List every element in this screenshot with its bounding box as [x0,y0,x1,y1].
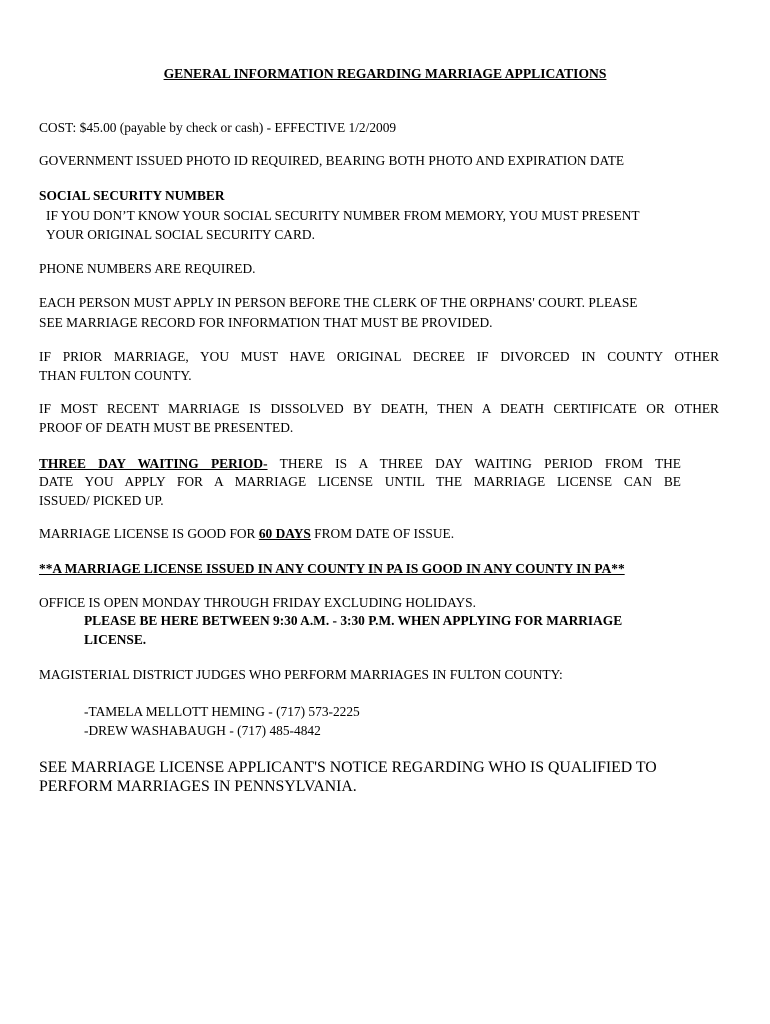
office-instruction-2: LICENSE. [84,632,147,647]
cost-line: COST: $45.00 (payable by check or cash) - EFFECTIVE 1/2/2009 [39,120,397,135]
waiting-line-3: ISSUED/ PICKED UP. [39,493,164,508]
waiting-text-1: THERE IS A THREE DAY WAITING PERIOD FROM THE [267,456,681,471]
office-instruction-1: PLEASE BE HERE BETWEEN 9:30 A.M. - 3:30 P.M. WHEN APPLYING FOR MARRIAGE [84,613,623,628]
document-title: GENERAL INFORMATION REGARDING MARRIAGE APPLICATIONS [163,66,607,81]
waiting-line-1 [39,454,681,473]
ssn-heading: SOCIAL SECURITY NUMBER [39,188,225,203]
apply-line-1: EACH PERSON MUST APPLY IN PERSON BEFORE THE CLERK OF THE ORPHANS' COURT. PLEASE [39,295,638,310]
phone-line: PHONE NUMBERS ARE REQUIRED. [39,261,256,276]
waiting-label: THREE DAY WAITING PERIOD- [39,456,268,471]
death-line-1: IF MOST RECENT MARRIAGE IS DISSOLVED BY DEATH, THEN A DEATH CERTIFICATE OR OTHER [39,401,719,416]
validity-after: FROM DATE OF ISSUE. [310,526,455,541]
validity-days: 60 DAYS [258,526,311,541]
death-line-2: PROOF OF DEATH MUST BE PRESENTED. [39,420,294,435]
judges-heading: MAGISTERIAL DISTRICT JUDGES WHO PERFORM MARRIAGES IN FULTON COUNTY: [39,667,563,682]
validity-before: MARRIAGE LICENSE IS GOOD FOR [39,526,259,541]
notice-line-2: PERFORM MARRIAGES IN PENNSYLVANIA. [39,778,357,795]
prior-line-1: IF PRIOR MARRIAGE, YOU MUST HAVE ORIGINAL DECREE IF DIVORCED IN COUNTY OTHER [39,349,719,364]
photo-id-line: GOVERNMENT ISSUED PHOTO ID REQUIRED, BEARING BOTH PHOTO AND EXPIRATION DATE [39,153,625,168]
prior-line-2: THAN FULTON COUNTY. [39,368,192,383]
apply-line-2: SEE MARRIAGE RECORD FOR INFORMATION THAT MUST BE PROVIDED. [39,315,493,330]
office-hours-line: OFFICE IS OPEN MONDAY THROUGH FRIDAY EXCLUDING HOLIDAYS. [39,595,476,610]
any-county-notice: **A MARRIAGE LICENSE ISSUED IN ANY COUNTY IN PA IS GOOD IN ANY COUNTY IN PA** [39,561,625,576]
judge-item-1: -TAMELA MELLOTT HEMING - (717) 573-2225 [84,704,360,719]
notice-line-1: SEE MARRIAGE LICENSE APPLICANT'S NOTICE REGARDING WHO IS QUALIFIED TO [39,759,657,776]
waiting-line-2: DATE YOU APPLY FOR A MARRIAGE LICENSE UNTIL THE MARRIAGE LICENSE CAN BE [39,474,681,489]
judge-item-2: -DREW WASHABAUGH - (717) 485-4842 [84,723,321,738]
ssn-line-2: YOUR ORIGINAL SOCIAL SECURITY CARD. [46,227,315,242]
validity-line [39,524,719,543]
ssn-line-1: IF YOU DON’T KNOW YOUR SOCIAL SECURITY NUMBER FROM MEMORY, YOU MUST PRESENT [46,208,640,223]
